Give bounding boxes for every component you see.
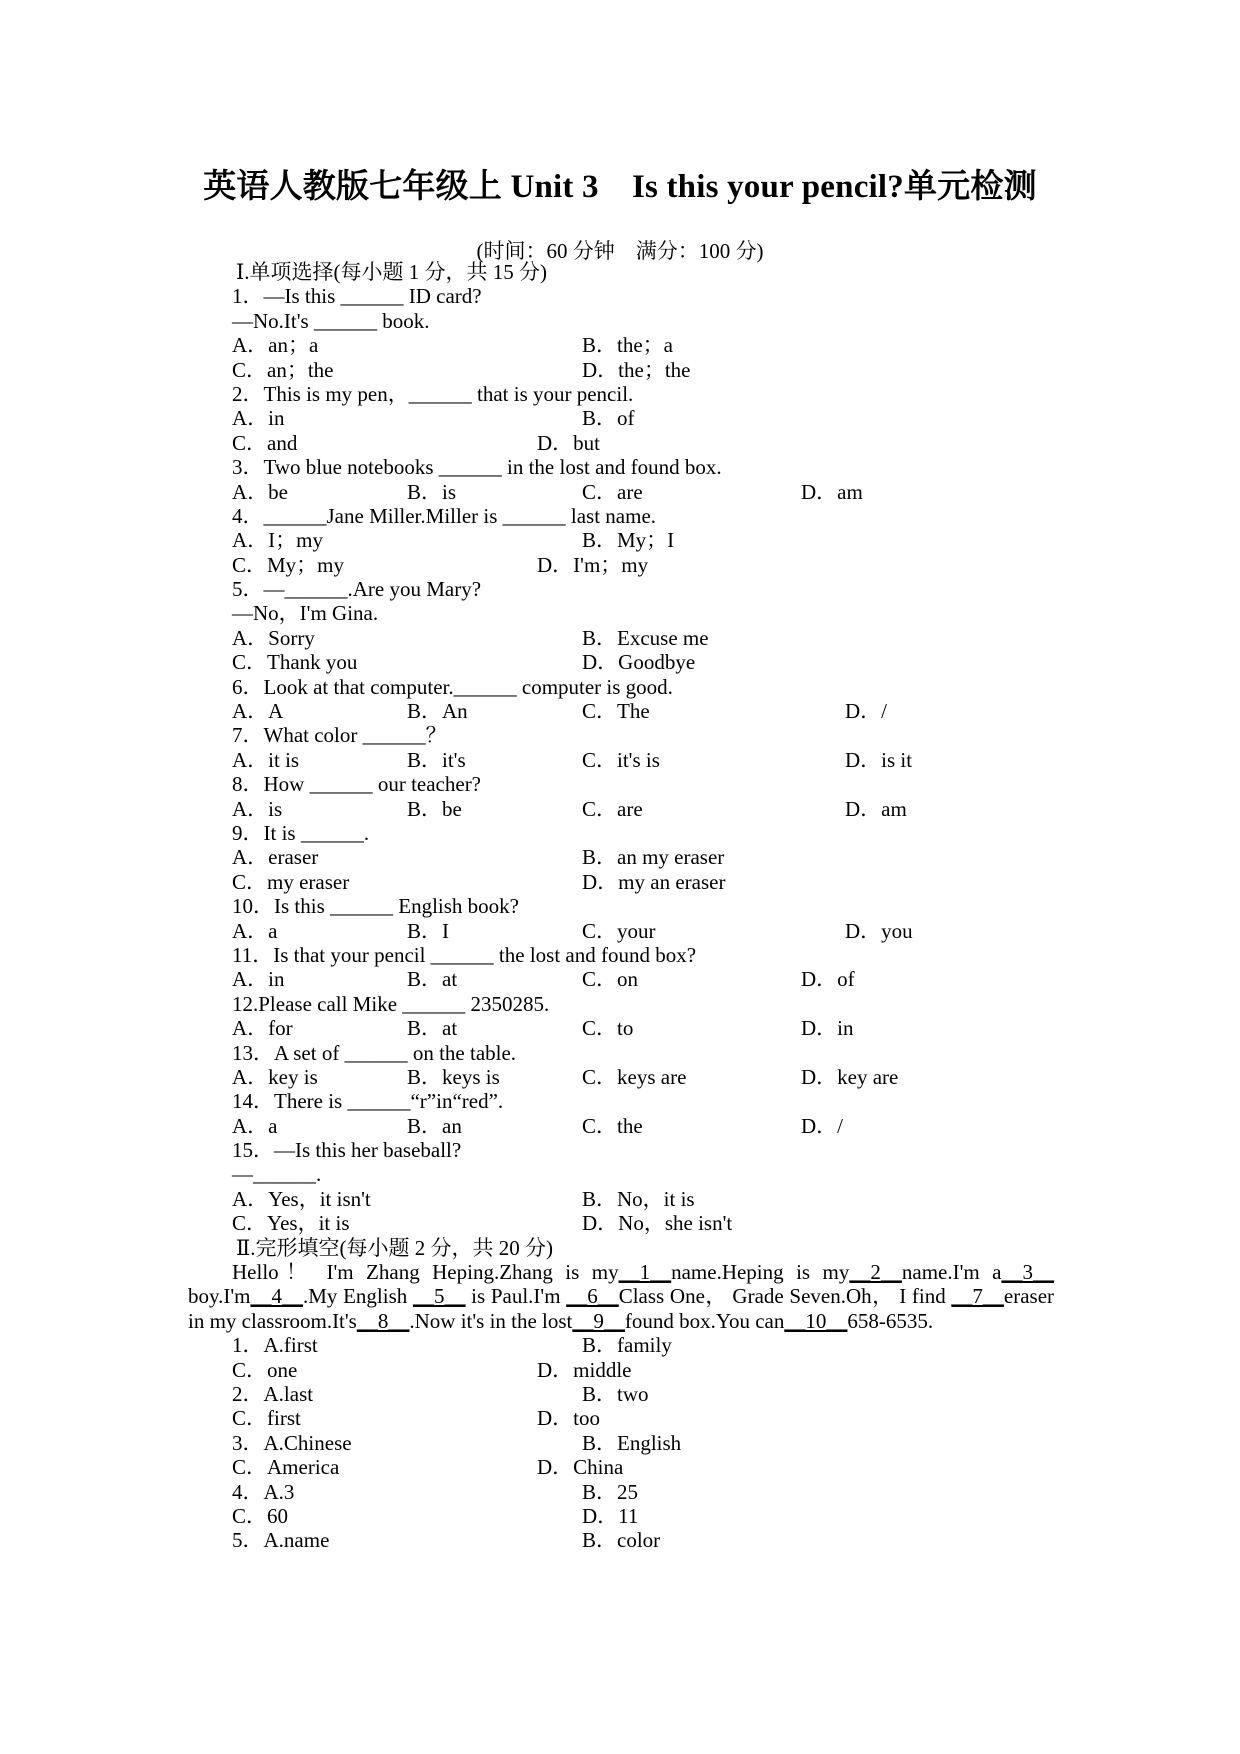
answer-option: A．in	[232, 406, 285, 431]
question-stem: 6．Look at that computer.______ computer is good.	[232, 674, 673, 699]
answer-option: B．25	[582, 1479, 639, 1504]
answer-option: A．a	[232, 918, 278, 943]
page-title: 英语人教版七年级上 Unit 3 Is this your pencil?单元检测	[203, 169, 1037, 205]
passage-text: boy.I'm	[188, 1284, 251, 1309]
answer-option: D．my an eraser	[582, 869, 726, 894]
answer-option: D．but	[537, 430, 600, 455]
answer-option: D．China	[537, 1455, 624, 1480]
options-row	[232, 1114, 1054, 1138]
question-stem: 3．Two blue notebooks ______ in the lost and found box.	[232, 455, 722, 480]
options-row	[232, 431, 1054, 455]
answer-option: A．A	[232, 699, 284, 724]
answer-option: D．of	[801, 967, 855, 992]
options-row	[232, 1211, 1054, 1235]
answer-option: D．Goodbye	[582, 650, 696, 675]
section2-questions	[232, 1333, 1054, 1553]
passage-text: found box.You can	[624, 1308, 785, 1333]
answer-option: A．in	[232, 967, 285, 992]
answer-option: A．an；a	[232, 333, 319, 358]
blank: __9__	[572, 1308, 625, 1333]
passage-text: name.I'm a	[901, 1260, 1002, 1285]
options-row	[232, 1187, 1054, 1211]
options-row	[232, 1528, 1054, 1552]
answer-option: D．key are	[801, 1064, 899, 1089]
options-row	[232, 1504, 1054, 1528]
blank: __7__	[951, 1284, 1004, 1309]
answer-option: C．and	[232, 430, 298, 455]
answer-option: A．it is	[232, 747, 300, 772]
options-row	[232, 1358, 1054, 1382]
question-stem: 7．What color ______？	[232, 723, 447, 748]
answer-option: D．11	[582, 1503, 639, 1528]
answer-option: B．No，it is	[582, 1186, 695, 1211]
answer-option: C．60	[232, 1503, 289, 1528]
options-row	[232, 1455, 1054, 1479]
answer-option: B．My；I	[582, 528, 675, 553]
answer-option: B．at	[407, 967, 458, 992]
question-stem: 8．How ______ our teacher?	[232, 772, 482, 797]
options-row	[232, 358, 1054, 382]
passage-text: .My English	[303, 1284, 413, 1309]
answer-option: 4．A.3	[232, 1479, 295, 1504]
passage-text: Class One， Grade Seven.Oh， I find	[618, 1284, 952, 1309]
answer-option: A．be	[232, 479, 288, 504]
answer-option: 5．A.name	[232, 1528, 330, 1553]
options-row	[232, 797, 1054, 821]
section1-questions	[232, 284, 1054, 1235]
answer-option: A．a	[232, 1113, 278, 1138]
options-row	[232, 870, 1054, 894]
answer-option: C．my eraser	[232, 869, 350, 894]
answer-option: C．your	[582, 918, 656, 943]
answer-option: C．are	[582, 479, 643, 504]
blank: __3__	[1001, 1260, 1054, 1285]
answer-option: A．Sorry	[232, 625, 315, 650]
section1-heading: Ⅰ.单项选择(每小题 1 分，共 15 分)	[236, 260, 548, 284]
question-stem: 12.Please call Mike ______ 2350285.	[232, 991, 550, 1016]
options-row	[232, 1016, 1054, 1040]
options-row	[232, 845, 1054, 869]
answer-option: B．keys is	[407, 1064, 500, 1089]
question-stem: —No.It's ______ book.	[232, 308, 430, 333]
answer-option: D．/	[845, 699, 887, 724]
answer-option: C．keys are	[582, 1064, 687, 1089]
answer-option: C．to	[582, 1016, 634, 1041]
answer-option: D．too	[537, 1406, 600, 1431]
answer-option: C．the	[582, 1113, 643, 1138]
passage-text: Hello！ I'm Zhang Heping.Zhang is my	[232, 1260, 619, 1285]
question-stem: 9．It is ______.	[232, 820, 370, 845]
answer-option: C．it's is	[582, 747, 660, 772]
question-stem: 1．—Is this ______ ID card?	[232, 284, 482, 309]
answer-option: D．the；the	[582, 357, 691, 382]
blank: __8__	[356, 1308, 410, 1333]
answer-option: B．be	[407, 796, 462, 821]
answer-option: D．middle	[537, 1357, 632, 1382]
answer-option: A．is	[232, 796, 283, 821]
answer-option: D．/	[801, 1113, 843, 1138]
answer-option: D．I'm；my	[537, 552, 649, 577]
options-row	[232, 406, 1054, 430]
options-row	[232, 626, 1054, 650]
options-row	[232, 748, 1054, 772]
passage-text: eraser in my classroom.It's	[188, 1284, 1055, 1333]
answer-option: C．The	[582, 699, 650, 724]
answer-option: D．in	[801, 1016, 854, 1041]
options-row	[232, 967, 1054, 991]
answer-option: B．An	[407, 699, 468, 724]
question-stem: 11．Is that your pencil ______ the lost and found box?	[232, 942, 697, 967]
page-subtitle: (时间：60 分钟 满分：100 分)	[476, 239, 764, 263]
answer-option: B．is	[407, 479, 457, 504]
options-row	[232, 1480, 1054, 1504]
answer-option: B．the；a	[582, 333, 673, 358]
answer-option: B．of	[582, 406, 635, 431]
answer-option: B．Excuse me	[582, 625, 709, 650]
answer-option: C．My；my	[232, 552, 345, 577]
answer-option: D．am	[801, 479, 863, 504]
passage-text: name.Heping is my	[671, 1260, 850, 1285]
answer-option: C．Yes，it is	[232, 1211, 350, 1236]
passage-text: is Paul.I'm	[465, 1284, 567, 1309]
passage-text: .Now it's in the lost	[409, 1308, 573, 1333]
answer-option: B．color	[582, 1528, 661, 1553]
blank: __10__	[784, 1308, 848, 1333]
answer-option: 1．A.first	[232, 1333, 318, 1358]
question-stem: —______.	[232, 1162, 322, 1187]
options-row	[232, 480, 1054, 504]
answer-option: A．eraser	[232, 845, 319, 870]
options-row	[232, 1065, 1054, 1089]
passage-text: 658-6535.	[847, 1308, 934, 1333]
answer-option: A．Yes，it isn't	[232, 1186, 371, 1211]
options-row	[232, 1406, 1054, 1430]
answer-option: 2．A.last	[232, 1382, 314, 1407]
question-stem: 2．This is my pen，______ that is your pencil.	[232, 381, 634, 406]
options-row	[232, 1382, 1054, 1406]
question-stem: 10．Is this ______ English book?	[232, 894, 519, 919]
blank: __5__	[412, 1284, 466, 1309]
answer-option: D．am	[845, 796, 907, 821]
options-row	[232, 699, 1054, 723]
answer-option: B．it's	[407, 747, 466, 772]
answer-option: B．I	[407, 918, 449, 943]
answer-option: C．first	[232, 1406, 301, 1431]
question-stem: 5．—______.Are you Mary?	[232, 577, 482, 602]
options-row	[232, 919, 1054, 943]
question-stem: 4．______Jane Miller.Miller is ______ last name.	[232, 503, 657, 528]
answer-option: B．English	[582, 1430, 682, 1455]
question-stem: 13．A set of ______ on the table.	[232, 1040, 517, 1065]
options-row	[232, 528, 1054, 552]
answer-option: C．one	[232, 1357, 298, 1382]
answer-option: A．key is	[232, 1064, 318, 1089]
answer-option: C．an；the	[232, 357, 334, 382]
answer-option: B．two	[582, 1382, 649, 1407]
answer-option: B．an	[407, 1113, 462, 1138]
blank: __4__	[250, 1284, 303, 1309]
answer-option: C．are	[582, 796, 643, 821]
blank: __1__	[618, 1260, 672, 1285]
question-stem: —No，I'm Gina.	[232, 601, 379, 626]
answer-option: D．you	[845, 918, 913, 943]
cloze-passage	[188, 1260, 1054, 1333]
options-row	[232, 1333, 1054, 1357]
section2-heading: Ⅱ.完形填空(每小题 2 分，共 20 分)	[236, 1235, 554, 1260]
answer-option: D．No，she isn't	[582, 1211, 733, 1236]
answer-option: B．an my eraser	[582, 845, 725, 870]
blank: __6__	[566, 1284, 619, 1309]
answer-option: A．I；my	[232, 528, 323, 553]
answer-option: D．is it	[845, 747, 913, 772]
options-row	[232, 553, 1054, 577]
answer-option: B．family	[582, 1333, 672, 1358]
document-body	[188, 260, 1055, 1553]
answer-option: C．Thank you	[232, 650, 358, 675]
answer-option: C．America	[232, 1455, 340, 1480]
blank: __2__	[849, 1260, 902, 1285]
question-stem: 14．There is ______“r”in“red”.	[232, 1089, 504, 1114]
answer-option: B．at	[407, 1016, 458, 1041]
question-stem: 15．—Is this her baseball?	[232, 1138, 462, 1163]
answer-option: A．for	[232, 1016, 293, 1041]
options-row	[232, 333, 1054, 357]
answer-option: 3．A.Chinese	[232, 1430, 352, 1455]
answer-option: C．on	[582, 967, 639, 992]
options-row	[232, 650, 1054, 674]
options-row	[232, 1431, 1054, 1455]
